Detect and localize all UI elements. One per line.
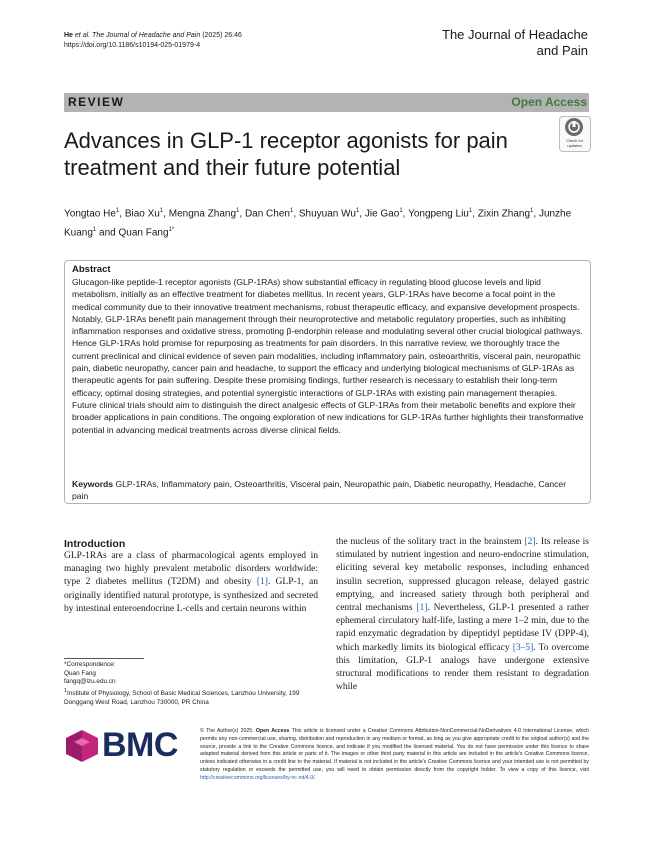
author-name[interactable]: Yongpeng Liu [408,208,469,220]
keywords-text: GLP-1RAs, Inflammatory pain, Osteoarthritis, Visceral pain, Neuropathic pain, Diabetic neuropathy, Headache, Cancer pain [72,479,567,502]
author-affiliation-marker: 1 [289,208,294,214]
intro-right-column: the nucleus of the solitary tract in the brainstem [2]. Its release is stimulated by nutrient ingestion and neuro-endocrine stimulation, eliciting several key metabolic responses, including enhanced insulin secretion, suppressed glucagon release, delayed gastric emptying, and increased satiety through both peripheral and central mechanisms [1]. Nevertheless, GLP-1 presented a rather ephemeral circulatory half-life, lasting a mere 1–2 min, due to the rapid enzymatic degradation by dipeptidyl peptidase IV (DPP-4), which markedly limits its biological efficacy [3–5]. To overcome this limitation, GLP-1 analogs have undergone extensive structural modifications to render them resistant to degradation while [336,537,589,693]
journal-name: The Journal of Headache and Pain [442,27,588,58]
license-text: © The Author(s) 2025. Open Access This article is licensed under a Creative Commons Attribution-NonCommercial-NoDerivatives 4.0 International License, which permits any non-commercial use, sharing, distribution and reproduction in any medium or format, as long as you give appropriate credit to the original author(s) and the source, provide a link to the Creative Commons licence, and indicate if you modified the licensed material. You do not have permission under this licence to share adapted material derived from this article or parts of it. The images or other third party material in this article are included in the article's Creative Commons licence, unless indicated otherwise in a credit line to the material. If material is not included in the article's Creative Commons licence and your intended use is not permitted by statutory regulation or exceeds the permitted use, you will need to obtain permission directly from the copyright holder. To view a copy of this licence, visit http://creativecommons.org/licenses/by-nc-nd/4.0/. [200,728,589,781]
author-affiliation-marker: 1 [355,208,360,214]
bmc-logo-icon [66,730,98,762]
bmc-logo-text: BMC [102,726,178,764]
footnote-divider [64,658,144,659]
author-name[interactable]: Jie Gao [364,208,400,220]
license-link[interactable]: http://creativecommons.org/licenses/by-nc-nd/4.0/ [200,774,315,781]
article-title: Advances in GLP-1 receptor agonists for pain treatment and their future potential [64,128,508,180]
author-affiliation-marker: 1 [236,208,240,214]
author-affiliation-marker: 1 [115,208,120,214]
author-affiliation-marker: 1* [168,227,175,234]
open-access-label: Open Access [511,95,587,109]
check-for-updates-icon [565,118,583,136]
author-list: Yongtao He$^1$, Biao Xu$^1$, Mengna Zhang$^1$, Dan Chen$^1$, Shuyuan Wu$^1$, Jie Gao$^1$, Yongpeng Liu$^1$, Zixin Zhang$^1$, Junzhe Kuang$^1$ and Quan Fang$^{1*}$ [64,208,572,239]
author-name[interactable]: Biao Xu [124,208,160,220]
abstract-text: Glucagon-like peptide-1 receptor agonists (GLP-1RAs) show substantial efficacy in regulating blood glucose levels and lipid metabolism, initially as an effective treatment for diabetes mellitus. In recent years, GLP-1RAs have become a focal point in the medical community due to their innovative treatment mechanisms, robust therapeutic efficacy, and expansive development prospects. Notably, GLP-1RAs benefit pain management through their neuroprotective and metabolic regulatory properties, such as inhibiting inflammation responses and oxidative stress, promoting β-endorphin release and modulating several other crucial biological pathways. Hence GLP-1RAs hold promise for repurposing as treatments for pain disorders. In this narrative review, we thoroughly trace the current preclinical and clinical evidence of seven pain modalities, including inflammatory pain, osteoarthritis, visceral pain, neuropathic pain, diabetic neuropathy, cancer pain and headache, to support the efficacy and underlying biological mechanisms of GLP-1RAs as therapeutic agents for pain suffering. Despite these promising findings, further research is necessary to establish their long-term efficacy, optimal dosing strategies, and potential synergistic interactions of GLP-1RAs with existing pain management therapies. Future clinical trials should aim to distinguish the direct analgesic effects of GLP-1RAs from their metabolic benefits and explore their broader applications in pain conditions. The ongoing exploration of new indications for GLP-1RAs further highlights their transformative potential in advancing medical treatments across diverse clinical fields. [72,277,584,435]
doi-link[interactable]: https://doi.org/10.1186/s10194-025-01979-4 [64,42,201,49]
keywords [72,478,584,503]
author-name[interactable]: Dan Chen [244,208,290,220]
abstract-heading: Abstract [72,264,111,275]
ref-link[interactable]: [1] [416,603,428,614]
author-affiliation-marker: 1 [399,208,403,214]
citation-header [64,31,242,51]
ref-link[interactable]: [2] [524,537,536,547]
email-link[interactable]: fangq@lzu.edu.cn [64,678,116,686]
keywords-label: Keywords [72,479,114,489]
introduction-heading: Introduction [64,538,126,550]
author-name[interactable]: Mengna Zhang [168,208,237,220]
author-name[interactable]: Quan Fang [118,227,169,239]
citation-line: He et al. The Journal of Headache and Pain (2025) 26:46 [64,32,242,39]
check-for-updates-label: Check for updates [565,138,584,148]
author-affiliation-marker: 1 [159,208,164,214]
author-affiliation-marker: 1 [92,227,97,234]
author-name[interactable]: Junzhe Kuang [64,208,572,239]
correspondence-footnote: *Correspondence: Quan Fang fangq@lzu.edu.cn $^1$Institute of Physiology, School of Basic Medical Sciences, Lanzhou University, 199 Donggang West Road, Lanzhou 730000, PR China [64,661,304,707]
intro-left-column: GLP-1RAs are a class of pharmacological agents employed in managing two highly prevalent metabolic disorders worldwide: type 2 diabetes mellitus (T2DM) and obesity [1]. GLP-1, an originally identified natural prototype, is synthesized and secreted by intestinal enteroendocrine L-cells and certain neurons within [64,551,318,614]
article-type-banner [64,93,589,112]
author-name[interactable]: Yongtao He [64,208,116,220]
author-affiliation-marker: 1 [468,208,473,214]
author-name[interactable]: Zixin Zhang [477,208,531,220]
article-type-label: REVIEW [68,95,125,109]
ref-link[interactable]: [1] [256,577,268,588]
author-name[interactable]: Shuyuan Wu [298,208,356,220]
ref-link[interactable]: [3–5] [512,642,534,653]
author-affiliation-marker: 1 [530,208,534,214]
